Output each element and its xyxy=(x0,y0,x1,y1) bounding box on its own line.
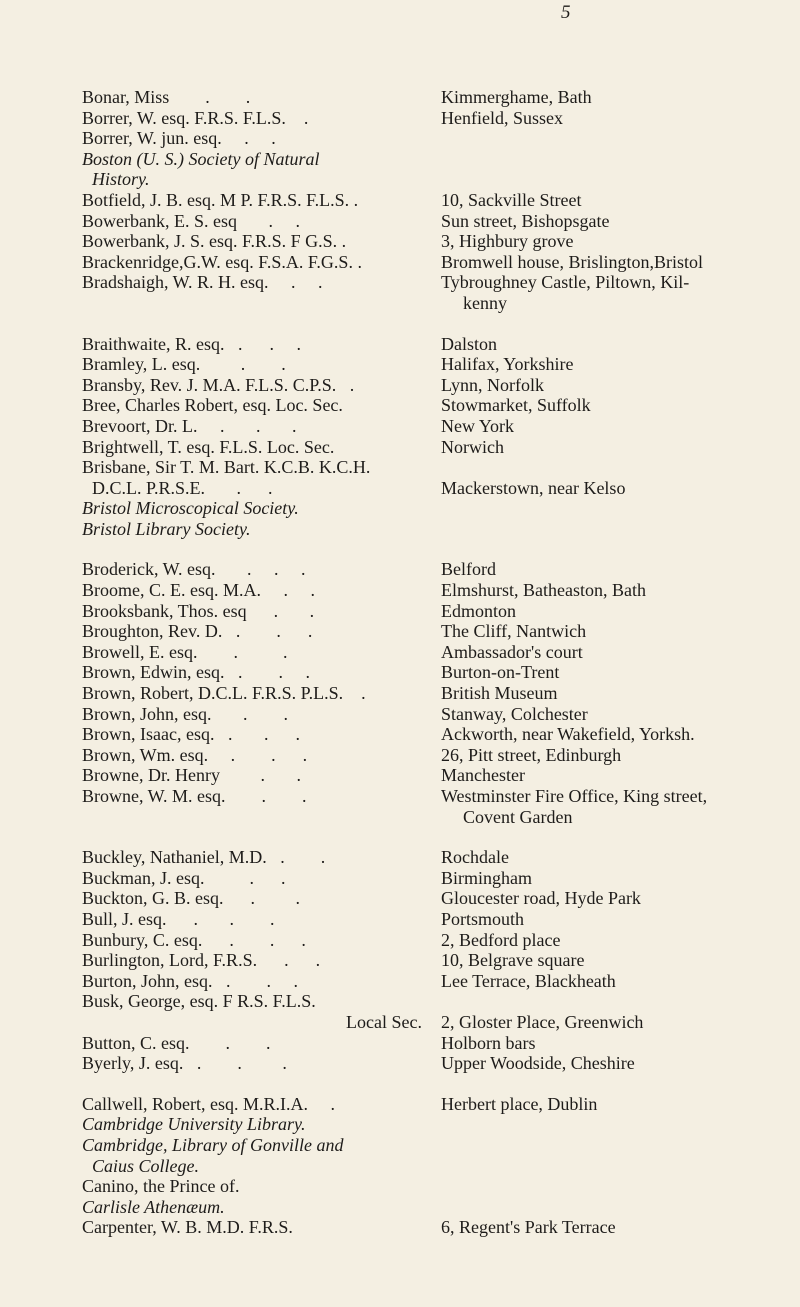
subscriber-name xyxy=(82,847,426,868)
list-item xyxy=(0,642,800,663)
subscriber-address-line: Westminster Fire Office, King street, xyxy=(441,786,708,806)
subscriber-name-line: Brooksbank, Thos. esq . . xyxy=(82,600,315,621)
subscriber-name-line: Bonar, Miss . . xyxy=(82,87,251,107)
subscriber-address xyxy=(441,745,796,766)
subscriber-name xyxy=(82,416,426,437)
subscriber-address-line: Herbert place, Dublin xyxy=(441,1093,598,1114)
list-item xyxy=(0,1094,800,1115)
subscriber-address xyxy=(441,662,796,683)
list-item xyxy=(0,847,800,868)
list-item xyxy=(0,786,800,827)
list-item xyxy=(0,971,800,992)
subscriber-address xyxy=(441,1135,796,1176)
list-item xyxy=(0,724,800,745)
subscriber-address xyxy=(441,847,796,868)
subscriber-name-line: Borrer, W. esq. F.R.S. F.L.S. . xyxy=(82,107,309,128)
list-item xyxy=(0,1053,800,1074)
subscriber-address-line xyxy=(441,991,796,1012)
list-item xyxy=(0,1176,800,1197)
subscriber-name-line: Brevoort, Dr. L. . . . xyxy=(82,415,297,436)
list-item xyxy=(0,909,800,930)
subscriber-address xyxy=(441,642,796,663)
subscriber-address xyxy=(441,87,796,108)
subscriber-address-line xyxy=(441,169,796,190)
subscriber-name xyxy=(82,1176,426,1197)
subscriber-address-line: Henfield, Sussex xyxy=(441,107,563,128)
subscriber-name-line: Brown, John, esq. . . xyxy=(82,703,288,724)
subscriber-address xyxy=(441,334,796,355)
subscriber-name-line: Brown, Edwin, esq. . . . xyxy=(82,662,310,683)
subscriber-name-line: Local Sec. xyxy=(346,1011,422,1032)
subscriber-name xyxy=(82,786,426,807)
subscriber-address-line: 26, Pitt street, Edinburgh xyxy=(441,744,622,765)
subscriber-name-line: Bristol Microscopical Society. xyxy=(82,498,299,519)
subscriber-address-line: Portsmouth xyxy=(441,908,525,929)
subscriber-name xyxy=(82,745,426,766)
subscriber-name xyxy=(82,272,426,293)
list-item xyxy=(0,87,800,108)
subscriber-name xyxy=(82,190,426,211)
list-item xyxy=(0,128,800,149)
subscriber-name-line: Byerly, J. esq. . . . xyxy=(82,1053,287,1074)
subscriber-address xyxy=(441,909,796,930)
list-item xyxy=(0,395,800,416)
subscriber-address-line: 6, Regent's Park Terrace xyxy=(441,1217,616,1238)
list-item xyxy=(0,1217,800,1238)
subscriber-name-line: Bowerbank, J. S. esq. F.R.S. F G.S. . xyxy=(82,231,347,252)
subscriber-address-line: Tybroughney Castle, Piltown, Kil- xyxy=(441,272,690,293)
subscriber-address xyxy=(441,683,796,704)
subscriber-name-line: Browne, W. M. esq. . . xyxy=(82,786,307,806)
list-item xyxy=(0,888,800,909)
subscriber-name-line: Bunbury, C. esq. . . . xyxy=(82,929,306,950)
subscriber-name-line: Braithwaite, R. esq. . . . xyxy=(82,333,301,354)
list-item xyxy=(0,437,800,458)
subscriber-address xyxy=(441,1033,796,1054)
subscriber-name-line: Browne, Dr. Henry . . xyxy=(82,765,301,786)
subscriber-address-line: Bromwell house, Brislington,Bristol xyxy=(441,251,704,272)
subscriber-name-line: Buckley, Nathaniel, M.D. . . xyxy=(82,847,326,868)
subscriber-address-line xyxy=(441,519,796,540)
subscriber-address-line: Sun street, Bishopsgate xyxy=(441,210,610,231)
list-item xyxy=(0,930,800,951)
subscriber-name xyxy=(82,231,426,252)
subscriber-address xyxy=(441,128,796,149)
subscriber-address-line: 2, Bedford place xyxy=(441,929,561,950)
subscriber-address-line: The Cliff, Nantwich xyxy=(441,621,587,642)
subscriber-name xyxy=(82,1217,426,1238)
subscriber-name xyxy=(82,704,426,725)
subscriber-name-line: Bree, Charles Robert, esq. Loc. Sec. xyxy=(82,395,343,416)
subscriber-address xyxy=(441,149,796,190)
subscriber-address xyxy=(441,1217,796,1238)
subscriber-address xyxy=(441,519,796,540)
subscriber-address-line: Ambassador's court xyxy=(441,641,583,662)
list-item xyxy=(0,252,800,273)
subscriber-address-line: 10, Belgrave square xyxy=(441,950,585,971)
subscriber-address-line xyxy=(441,1135,796,1156)
list-item xyxy=(0,1197,800,1218)
subscriber-name-line: Busk, George, esq. F R.S. F.L.S. xyxy=(82,991,316,1012)
list-item xyxy=(0,950,800,971)
subscriber-name xyxy=(82,128,426,149)
subscriber-address xyxy=(441,190,796,211)
subscriber-name xyxy=(82,1114,426,1135)
subscriber-name xyxy=(82,1197,426,1218)
subscriber-name-line: Brown, Isaac, esq. . . . xyxy=(82,724,300,745)
list-item xyxy=(0,354,800,375)
subscriber-name-line: Buckman, J. esq. . . xyxy=(82,867,286,888)
subscriber-name xyxy=(82,662,426,683)
subscriber-address-line: Stowmarket, Suffolk xyxy=(441,395,591,416)
list-item xyxy=(0,1033,800,1054)
subscriber-name-line: Browell, E. esq. . . xyxy=(82,641,288,662)
list-item xyxy=(0,375,800,396)
subscriber-address-line xyxy=(441,1156,796,1177)
subscriber-address-line: British Museum xyxy=(441,683,558,704)
subscriber-name-line: Bradshaigh, W. R. H. esq. . . xyxy=(82,272,323,293)
subscriber-address-line: Holborn bars xyxy=(441,1032,536,1053)
subscriber-address-line xyxy=(441,457,796,478)
subscriber-name-line: Bristol Library Society. xyxy=(82,518,251,539)
list-item xyxy=(0,416,800,437)
subscriber-address-line xyxy=(441,1197,796,1218)
subscriber-name xyxy=(82,621,426,642)
subscriber-name-line: Bowerbank, E. S. esq . . xyxy=(82,210,300,231)
subscriber-name-line: Bramley, L. esq. . . xyxy=(82,354,286,375)
subscriber-name xyxy=(82,642,426,663)
subscriber-address xyxy=(441,457,796,498)
subscriber-name xyxy=(82,87,426,108)
subscriber-name xyxy=(82,334,426,355)
subscriber-address-line: Elmshurst, Batheaston, Bath xyxy=(441,580,646,601)
subscriber-address-line: Burton-on-Trent xyxy=(441,662,560,683)
list-item xyxy=(0,868,800,889)
subscriber-name-line: Carlisle Athenæum. xyxy=(82,1196,225,1217)
subscriber-name xyxy=(82,1033,426,1054)
list-item xyxy=(0,457,800,498)
list-item xyxy=(0,991,800,1032)
subscriber-name xyxy=(82,950,426,971)
subscriber-name-line: Burton, John, esq. . . . xyxy=(82,970,298,991)
subscriber-name-line: Brown, Robert, D.C.L. F.R.S. P.L.S. . xyxy=(82,683,366,704)
subscriber-address xyxy=(441,1176,796,1197)
subscriber-address xyxy=(441,888,796,909)
subscriber-name-line: Bull, J. esq. . . . xyxy=(82,908,275,929)
subscriber-name xyxy=(82,580,426,601)
subscriber-address-line xyxy=(441,1114,796,1135)
subscriber-address xyxy=(441,416,796,437)
subscriber-name-line: Botfield, J. B. esq. M P. F.R.S. F.L.S. . xyxy=(82,189,359,210)
subscriber-name-line: Caius College. xyxy=(92,1155,199,1176)
subscriber-name-line: Canino, the Prince of. xyxy=(82,1176,240,1197)
list-item xyxy=(0,231,800,252)
list-item xyxy=(0,1114,800,1135)
list-item xyxy=(0,765,800,786)
subscriber-address-line: Lee Terrace, Blackheath xyxy=(441,970,616,991)
subscriber-name xyxy=(82,457,426,498)
subscriber-address xyxy=(441,437,796,458)
subscriber-name xyxy=(82,868,426,889)
subscriber-address-line: Stanway, Colchester xyxy=(441,703,588,724)
list-item xyxy=(0,1135,800,1176)
list-item xyxy=(0,745,800,766)
subscriber-address xyxy=(441,724,796,745)
subscriber-name-line: Cambridge, Library of Gonville and xyxy=(82,1134,344,1155)
subscriber-name xyxy=(82,909,426,930)
subscriber-name-line: Buckton, G. B. esq. . . xyxy=(82,888,300,909)
subscriber-name-line: Brackenridge,G.W. esq. F.S.A. F.G.S. . xyxy=(82,251,362,272)
subscriber-address xyxy=(441,765,796,786)
subscriber-address-line: Gloucester road, Hyde Park xyxy=(441,888,641,909)
subscriber-address xyxy=(441,971,796,992)
subscriber-address-line: Dalston xyxy=(441,333,497,354)
subscriber-address xyxy=(441,601,796,622)
subscriber-address xyxy=(441,108,796,129)
subscriber-name-line: Broome, C. E. esq. M.A. . . xyxy=(82,580,315,601)
subscriber-address-line: Kimmerghame, Bath xyxy=(441,87,592,107)
subscriber-name-line: Bransby, Rev. J. M.A. F.L.S. C.P.S. . xyxy=(82,374,355,395)
list-item xyxy=(0,662,800,683)
subscriber-address xyxy=(441,991,796,1032)
list-item xyxy=(0,498,800,519)
subscriber-name xyxy=(82,991,426,1032)
subscriber-name-line: Brown, Wm. esq. . . . xyxy=(82,744,308,765)
subscriber-address xyxy=(441,498,796,519)
list-item xyxy=(0,108,800,129)
subscriber-address-line: 10, Sackville Street xyxy=(441,189,582,210)
subscriber-address xyxy=(441,1197,796,1218)
subscriber-address-line xyxy=(441,498,796,519)
subscriber-name xyxy=(82,1053,426,1074)
list-item xyxy=(0,580,800,601)
subscriber-name xyxy=(82,395,426,416)
subscriber-address-line: Halifax, Yorkshire xyxy=(441,354,574,375)
subscriber-address-line: New York xyxy=(441,415,515,436)
subscriber-address xyxy=(441,786,796,827)
subscriber-name xyxy=(82,683,426,704)
subscriber-address-line: Birmingham xyxy=(441,867,532,888)
subscriber-address-line: Rochdale xyxy=(441,847,509,868)
list-item xyxy=(0,190,800,211)
subscriber-address xyxy=(441,580,796,601)
subscriber-address-line xyxy=(441,1176,796,1197)
subscriber-address xyxy=(441,375,796,396)
list-item xyxy=(0,621,800,642)
subscriber-address xyxy=(441,559,796,580)
subscriber-name-line: Brightwell, T. esq. F.L.S. Loc. Sec. xyxy=(82,436,335,457)
subscriber-address-line: Edmonton xyxy=(441,600,516,621)
list-item xyxy=(0,601,800,622)
subscriber-address xyxy=(441,354,796,375)
subscriber-address-line: 2, Gloster Place, Greenwich xyxy=(441,1011,644,1032)
subscriber-list xyxy=(0,87,800,1238)
subscriber-name xyxy=(82,601,426,622)
subscriber-name-line: Burlington, Lord, F.R.S. . . xyxy=(82,950,321,971)
subscriber-name xyxy=(82,519,426,540)
subscriber-address-line: Lynn, Norfolk xyxy=(441,374,544,395)
subscriber-name-line: Broderick, W. esq. . . . xyxy=(82,559,306,580)
subscriber-address xyxy=(441,211,796,232)
list-item xyxy=(0,559,800,580)
list-item xyxy=(0,519,800,540)
subscriber-address xyxy=(441,704,796,725)
subscriber-name xyxy=(82,765,426,786)
subscriber-name-line: Callwell, Robert, esq. M.R.I.A. . xyxy=(82,1093,335,1114)
subscriber-address-line: Norwich xyxy=(441,436,504,457)
subscriber-address-line: kenny xyxy=(463,292,507,313)
subscriber-address xyxy=(441,950,796,971)
subscriber-name xyxy=(82,211,426,232)
subscriber-address-line: Ackworth, near Wakefield, Yorksh. xyxy=(441,724,695,745)
subscriber-name-line: Brisbane, Sir T. M. Bart. K.C.B. K.C.H. xyxy=(82,457,371,478)
subscriber-name xyxy=(82,1094,426,1115)
subscriber-name xyxy=(82,252,426,273)
subscriber-address-line: Belford xyxy=(441,559,496,580)
subscriber-name xyxy=(82,559,426,580)
subscriber-name xyxy=(82,354,426,375)
subscriber-name-line: D.C.L. P.R.S.E. . . xyxy=(92,477,273,498)
subscriber-address-line: Mackerstown, near Kelso xyxy=(441,477,626,498)
subscriber-address xyxy=(441,1094,796,1115)
subscriber-name-line: Borrer, W. jun. esq. . . xyxy=(82,128,276,149)
subscriber-address xyxy=(441,395,796,416)
list-item xyxy=(0,211,800,232)
subscriber-name xyxy=(82,108,426,129)
list-item xyxy=(0,272,800,313)
subscriber-name xyxy=(82,375,426,396)
subscriber-name xyxy=(82,498,426,519)
subscriber-address xyxy=(441,868,796,889)
list-item xyxy=(0,149,800,190)
subscriber-name xyxy=(82,149,426,190)
subscriber-name xyxy=(82,437,426,458)
subscriber-name xyxy=(82,971,426,992)
page-number: 5 xyxy=(561,2,571,23)
subscriber-address-line xyxy=(441,128,796,149)
subscriber-address-line xyxy=(441,149,796,170)
subscriber-address-line: Covent Garden xyxy=(463,806,573,827)
subscriber-name-line: History. xyxy=(92,169,150,190)
subscriber-address-line: 3, Highbury grove xyxy=(441,231,574,252)
list-item xyxy=(0,334,800,355)
subscriber-name-line: Button, C. esq. . . xyxy=(82,1032,271,1053)
subscriber-address-line: Manchester xyxy=(441,765,525,786)
subscriber-name-line: Cambridge University Library. xyxy=(82,1114,306,1135)
subscriber-address xyxy=(441,621,796,642)
subscriber-name xyxy=(82,930,426,951)
subscriber-name-line: Boston (U. S.) Society of Natural xyxy=(82,148,320,169)
list-item xyxy=(0,683,800,704)
subscriber-address xyxy=(441,930,796,951)
subscriber-address xyxy=(441,1053,796,1074)
subscriber-address xyxy=(441,1114,796,1135)
subscriber-name xyxy=(82,724,426,745)
subscriber-address xyxy=(441,272,796,313)
subscriber-name xyxy=(82,888,426,909)
subscriber-address xyxy=(441,231,796,252)
subscriber-name-line: Carpenter, W. B. M.D. F.R.S. xyxy=(82,1217,293,1238)
subscriber-name-line: Broughton, Rev. D. . . . xyxy=(82,621,313,642)
subscriber-address-line: Upper Woodside, Cheshire xyxy=(441,1053,635,1074)
subscriber-address xyxy=(441,252,796,273)
subscriber-name xyxy=(82,1135,426,1176)
list-item xyxy=(0,704,800,725)
